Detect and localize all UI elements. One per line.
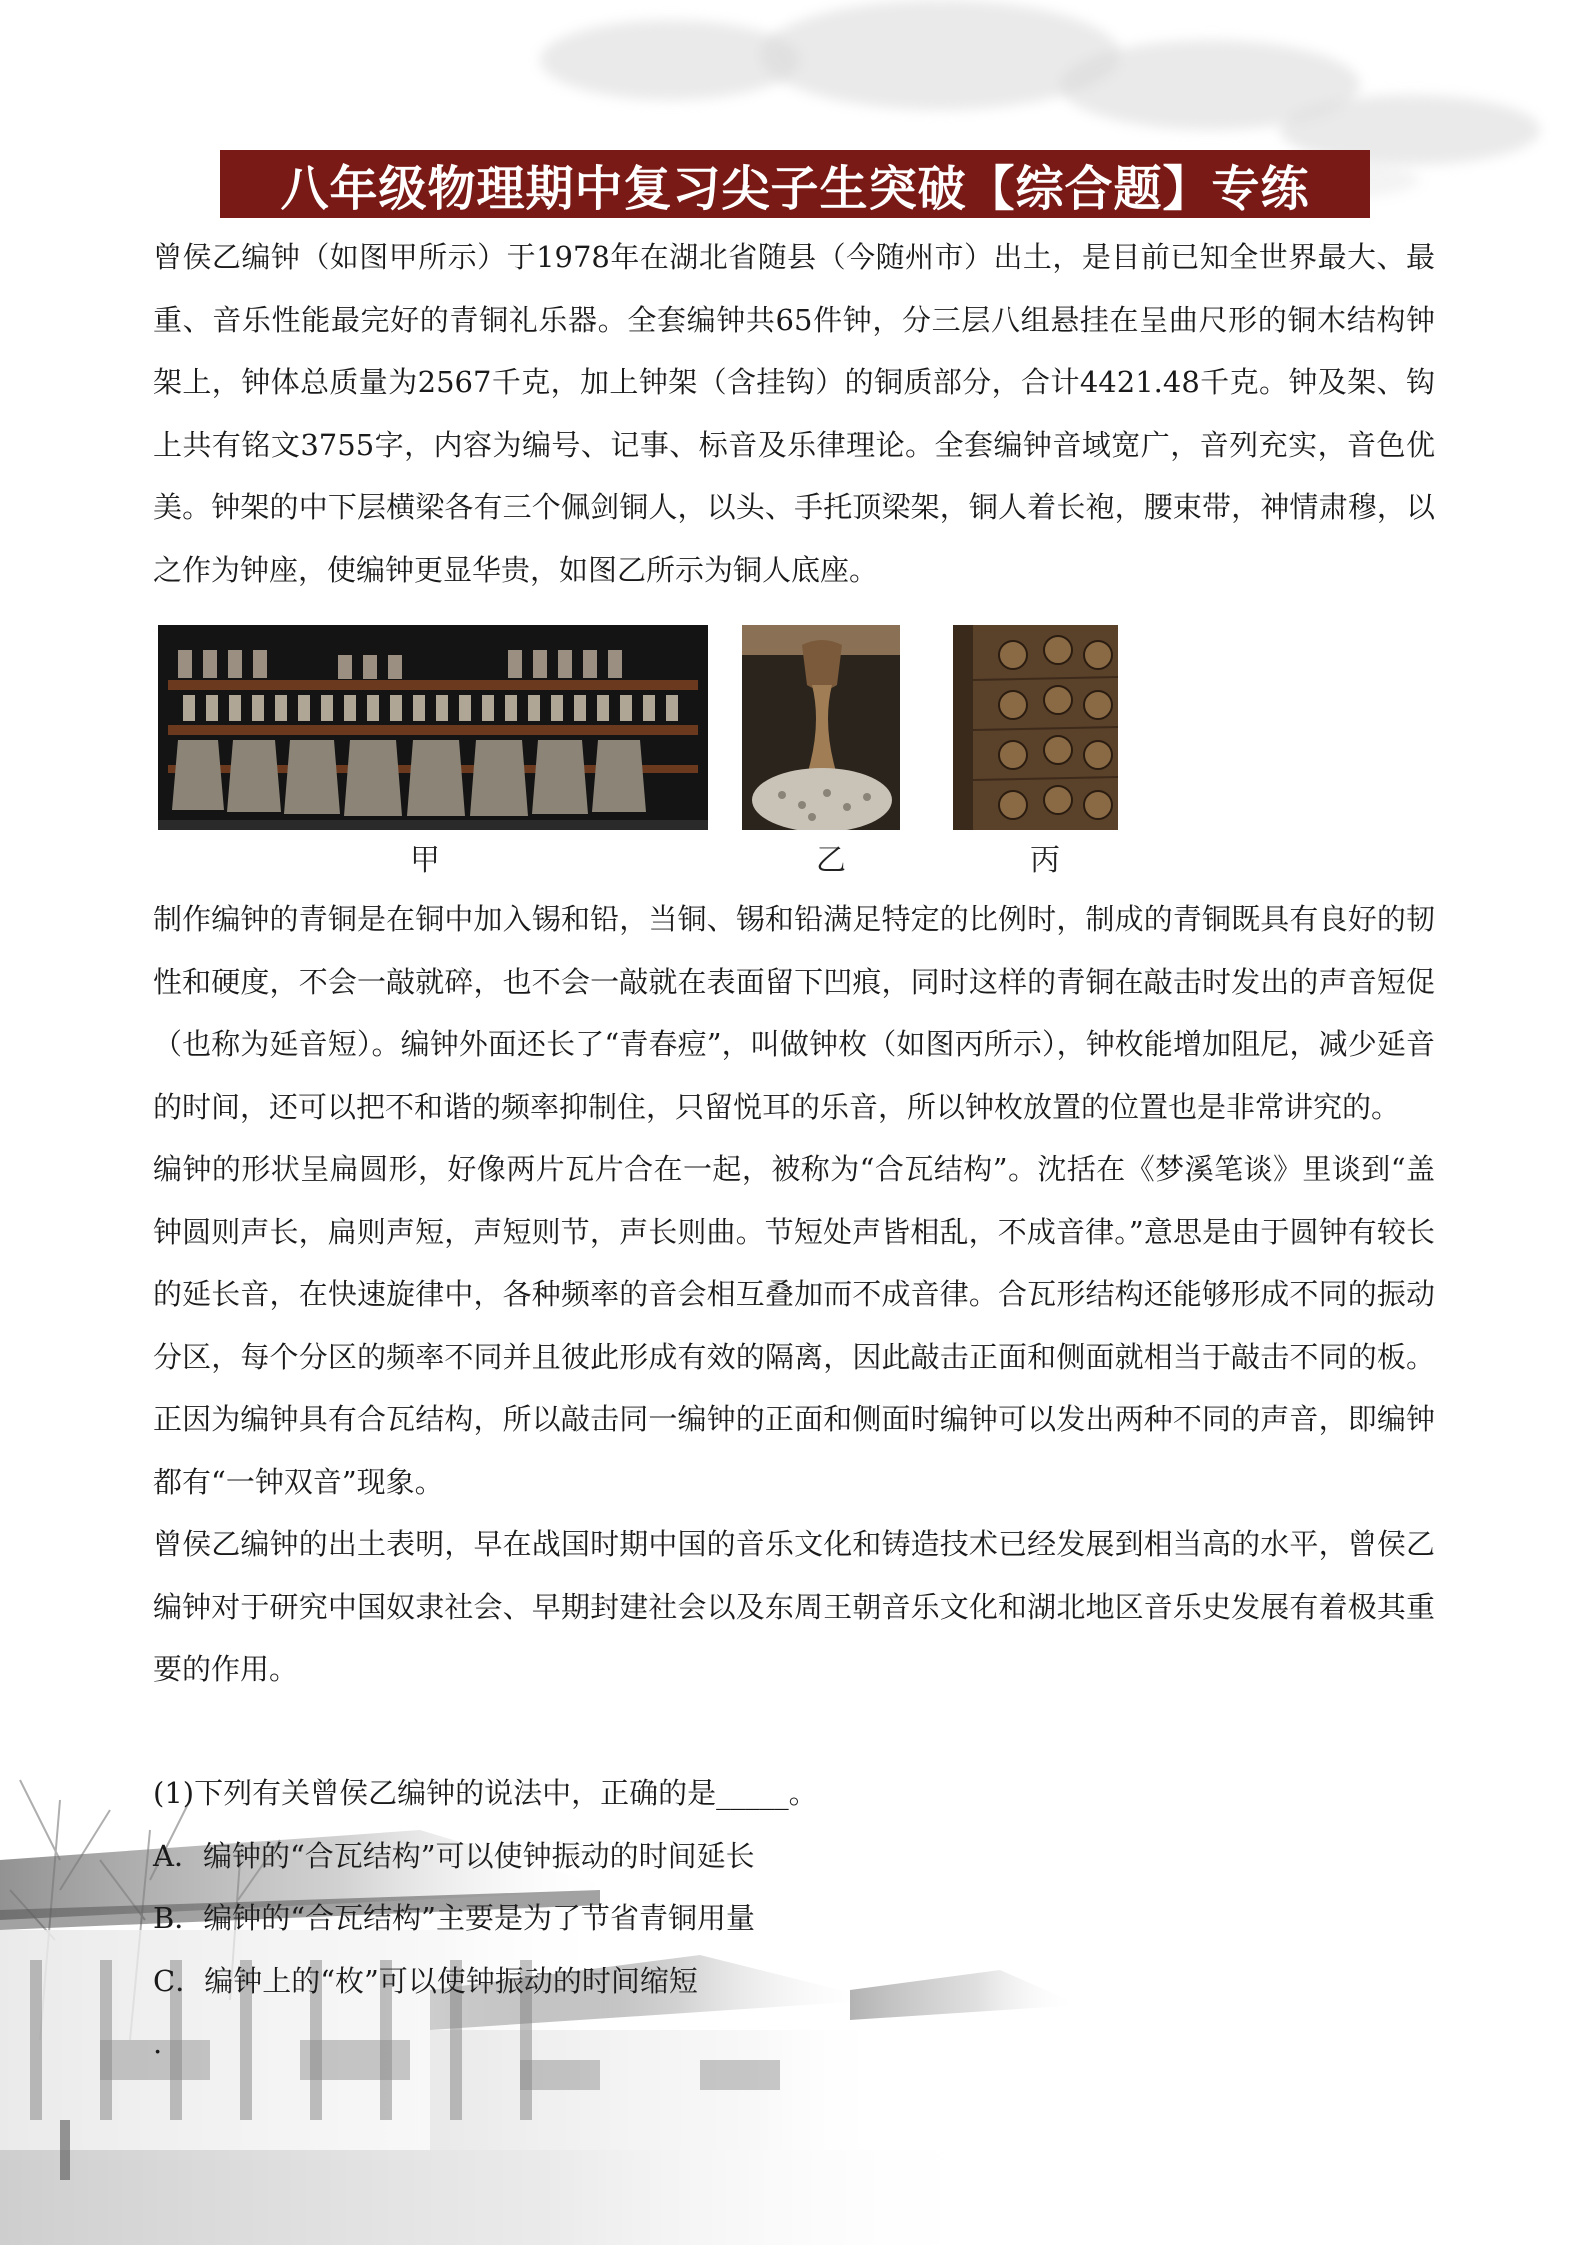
option-c[interactable]: C．编钟上的“枚”可以使钟振动的时间缩短 [153, 1963, 698, 1998]
figure-yi-bronze-figure-base-image [742, 625, 900, 830]
paragraph-4: 曾侯乙编钟的出土表明，早在战国时期中国的音乐文化和铸造技术已经发展到相当高的水平，曾侯乙编钟对于研究中国奴隶社会、早期封建社会以及东周王朝音乐文化和湖北地区音乐史发展有着极其重要的作用。 [153, 1527, 1435, 1686]
figure-bing-label: 丙 [1030, 843, 1060, 878]
figure-jia-bell-rack-image [158, 625, 708, 830]
paragraph-3: 编钟的形状呈扁圆形，好像两片瓦片合在一起，被称为“合瓦结构”。沈括在《梦溪笔谈》里谈到“盖钟圆则声长，扁则声短，声短则节，声长则曲。节短处声皆相乱，不成音律。”意思是由于圆钟有较长的延长音，在快速旋律中，各种频率的音会相互叠加而不成音律。合瓦形结构还能够形成不同的振动分区，每个分区的频率不同并且彼此形成有效的隔离，因此敲击正面和侧面就相当于敲击不同的板。正因为编钟具有合瓦结构，所以敲击同一编钟的正面和侧面时编钟可以发出两种不同的声音，即编钟都有“一钟双音”现象。 [153, 1152, 1435, 1499]
page-title-banner [220, 150, 1370, 218]
page-title: 八年级物理期中复习尖子生突破【综合题】专练 [280, 160, 1310, 217]
figure-yi-label: 乙 [816, 843, 846, 878]
figure-bing-bell-bosses-image [953, 625, 1118, 830]
option-a[interactable]: A．编钟的“合瓦结构”可以使钟振动的时间延长 [153, 1838, 755, 1873]
passage-intro [153, 226, 1435, 601]
option-b[interactable]: B．编钟的“合瓦结构”主要是为了节省青铜用量 [153, 1901, 755, 1935]
paragraph-1: 曾侯乙编钟（如图甲所示）于1978年在湖北省随县（今随州市）出土，是目前已知全世界最大、最重、音乐性能最完好的青铜礼乐器。全套编钟共65件钟，分三层八组悬挂在呈曲尺形的铜木结构钟架上，钟体总质量为2567千克，加上钟架（含挂钩）的铜质部分，合计4421.48千克。钟及架、钩上共有铭文3755字，内容为编号、记事、标音及乐律理论。全套编钟音域宽广，音列充实，音色优美。钟架的中下层横梁各有三个佩剑铜人，以头、手托顶梁架，铜人着长袍，腰束带，神情肃穆，以之作为钟座，使编钟更显华贵，如图乙所示为铜人底座。 [153, 240, 1435, 587]
passage-body [153, 888, 1435, 1701]
figure-jia-label: 甲 [410, 843, 440, 878]
question-stem: (1)下列有关曾侯乙编钟的说法中，正确的是_____。 [153, 1776, 818, 1810]
question-1 [153, 1762, 1435, 2075]
option-d[interactable]: . [153, 2026, 163, 2060]
figure-row [0, 615, 1587, 878]
paragraph-2: 制作编钟的青铜是在铜中加入锡和铅，当铜、锡和铅满足特定的比例时，制成的青铜既具有良好的韧性和硬度，不会一敲就碎，也不会一敲就在表面留下凹痕，同时这样的青铜在敲击时发出的声音短促（也称为延音短）。编钟外面还长了“青春痘”，叫做钟枚（如图丙所示），钟枚能增加阻尼，减少延音的时间，还可以把不和谐的频率抑制住，只留悦耳的乐音，所以钟枚放置的位置也是非常讲究的。 [153, 902, 1435, 1124]
